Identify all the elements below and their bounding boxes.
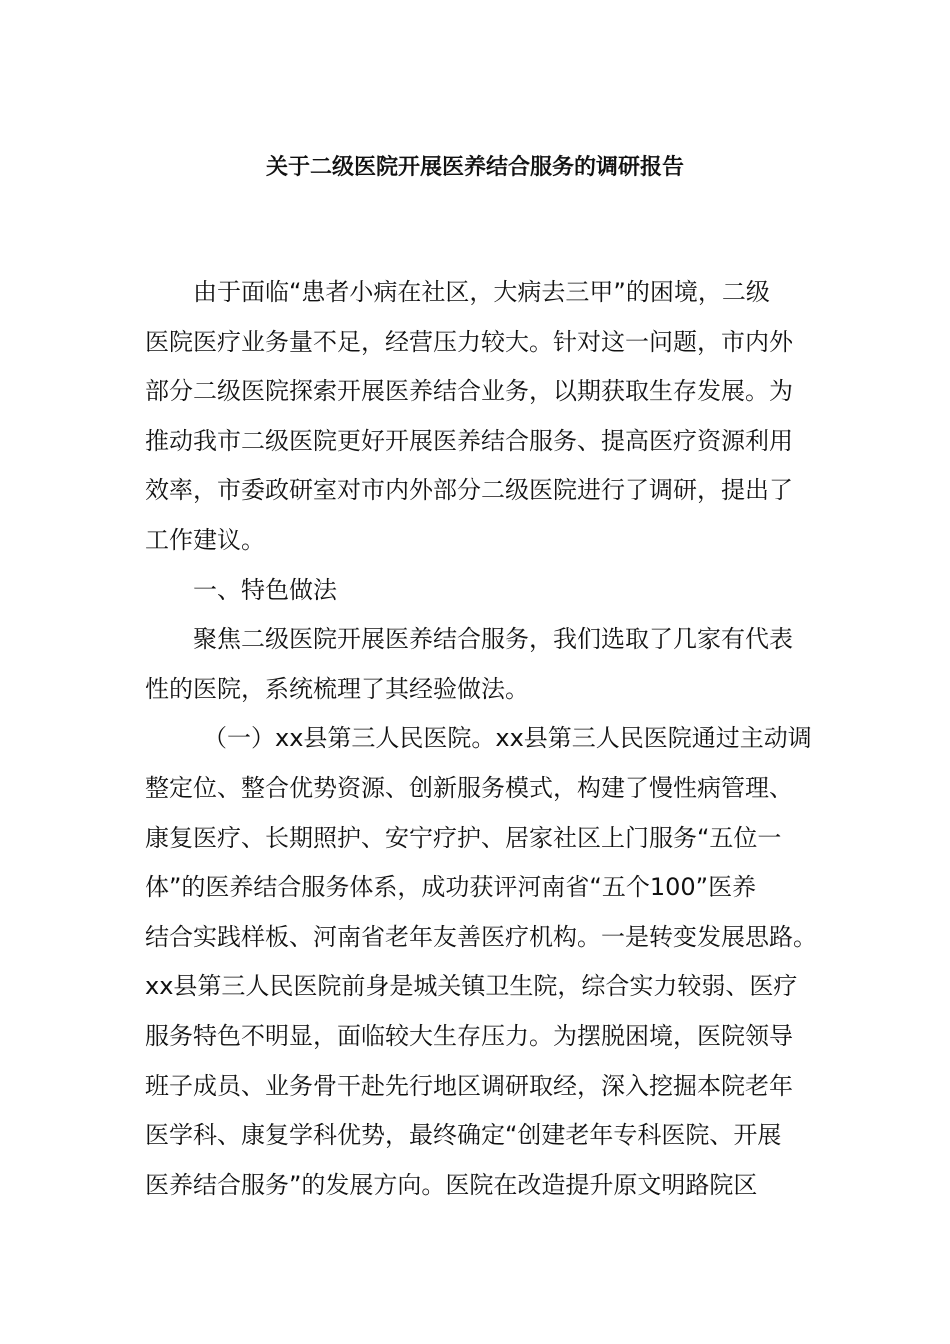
paragraph-line: 性的医院，系统梳理了其经验做法。 — [145, 674, 529, 703]
document-title: 关于二级医院开展医养结合服务的调研报告 — [265, 155, 684, 180]
paragraph-line: 医院医疗业务量不足，经营压力较大。针对这一问题，市内外 — [145, 327, 793, 356]
paragraph-line: 康复医疗、长期照护、安宁疗护、居家社区上门服务“五位一 — [145, 823, 782, 852]
paragraph-line: 整定位、整合优势资源、创新服务模式，构建了慢性病管理、 — [145, 773, 793, 802]
subsection-line: （一）xx县第三人民医院。xx县第三人民医院通过主动调 — [203, 724, 812, 753]
paragraph-line: 聚焦二级医院开展医养结合服务，我们选取了几家有代表 — [193, 625, 793, 654]
paragraph-line: 由于面临“患者小病在社区，大病去三甲”的困境，二级 — [193, 278, 770, 306]
paragraph-line: 班子成员、业务骨干赴先行地区调研取经，深入挖掘本院老年 — [145, 1071, 793, 1100]
paragraph-line: 推动我市二级医院更好开展医养结合服务、提高医疗资源利用 — [145, 426, 793, 455]
paragraph-line: 效率，市委政研室对市内外部分二级医院进行了调研，提出了 — [145, 476, 793, 505]
paragraph-line: 医养结合服务”的发展方向。医院在改造提升原文明路院区 — [145, 1170, 758, 1199]
section-heading: 一、特色做法 — [193, 575, 337, 604]
paragraph-line: 部分二级医院探索开展医养结合业务，以期获取生存发展。为 — [145, 377, 793, 406]
paragraph-line: 工作建议。 — [145, 525, 265, 554]
paragraph-line: xx县第三人民医院前身是城关镇卫生院，综合实力较弱、医疗 — [145, 972, 798, 1001]
document-body — [145, 268, 817, 1210]
paragraph-line: 体”的医养结合服务体系，成功获评河南省“五个100”医养 — [145, 873, 757, 902]
paragraph-line: 服务特色不明显，面临较大生存压力。为摆脱困境，医院领导 — [145, 1021, 793, 1050]
paragraph-line: 医学科、康复学科优势，最终确定“创建老年专科医院、开展 — [145, 1121, 782, 1150]
paragraph-line: 结合实践样板、河南省老年友善医疗机构。一是转变发展思路。 — [145, 922, 817, 951]
